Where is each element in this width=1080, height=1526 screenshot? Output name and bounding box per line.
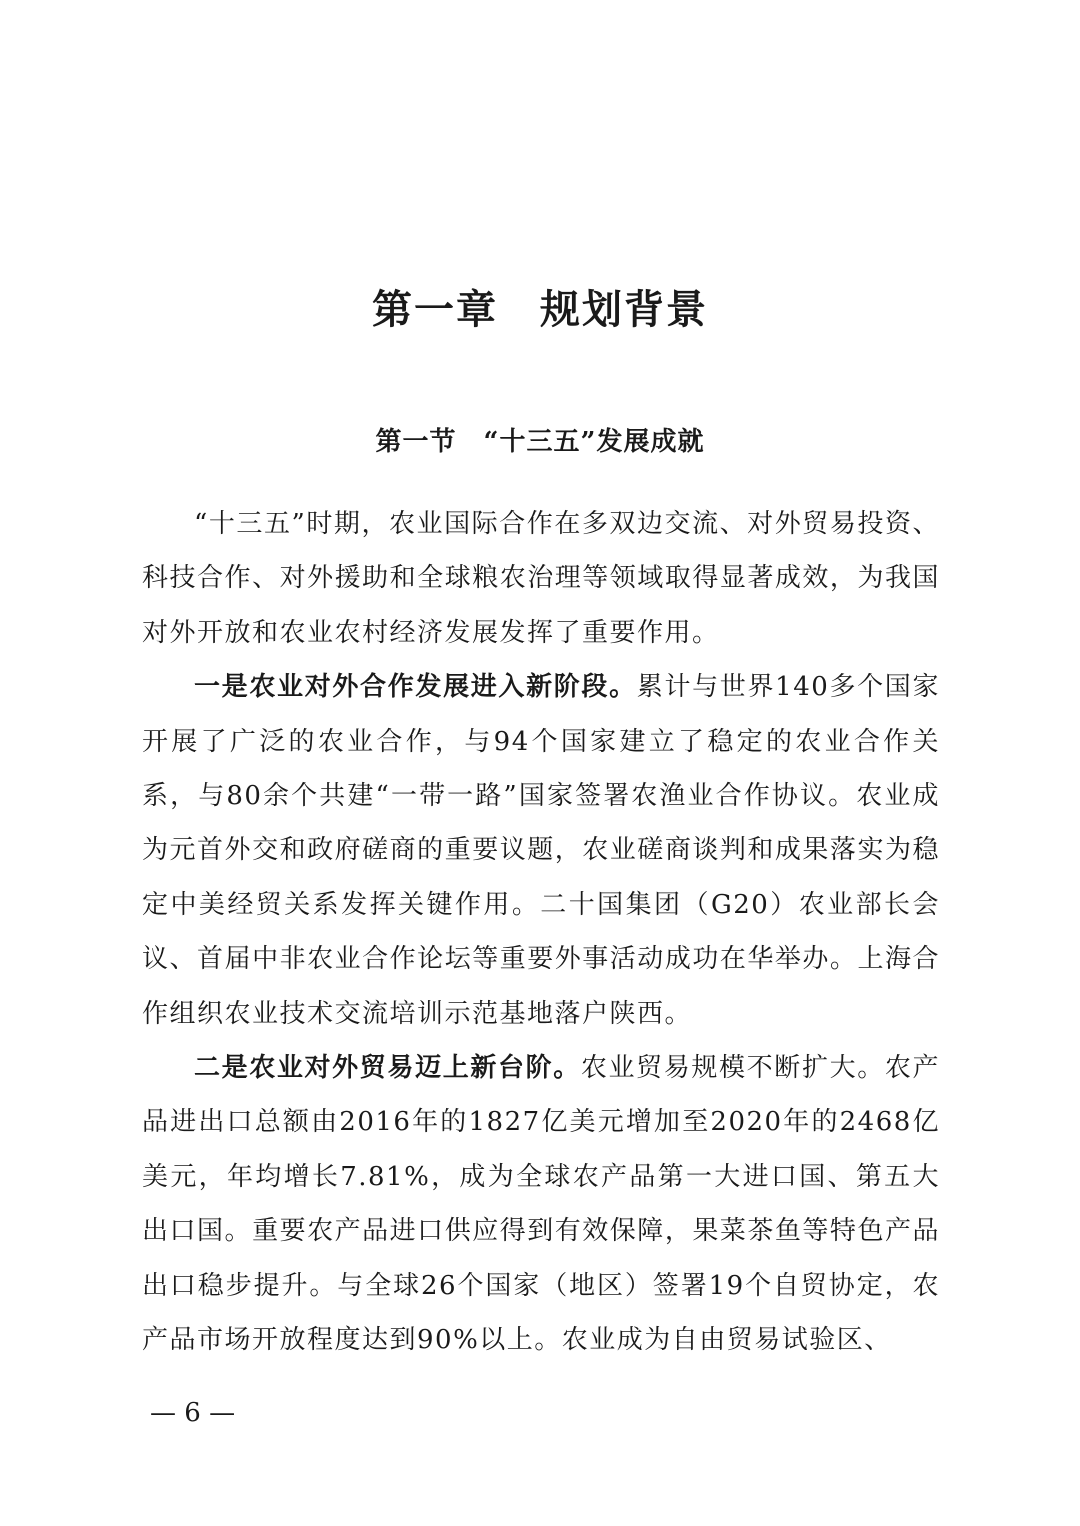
section-title: 第一节 “十三五”发展成就	[375, 427, 705, 457]
paragraph-trade-lead: 二是农业对外贸易迈上新台阶。	[194, 1053, 581, 1084]
page-number: — 6 —	[150, 1398, 236, 1428]
paragraph-intro-text: “十三五”时期，农业国际合作在多双边交流、对外贸易投资、科技合作、对外援助和全球粮农治理等领域取得显著成效，为我国对外开放和农业农村经济发展发挥了重要作用。	[142, 509, 940, 648]
chapter-title: 第一章 规划背景	[372, 286, 708, 333]
paragraph-cooperation	[142, 660, 940, 1041]
paragraph-cooperation-lead: 一是农业对外合作发展进入新阶段。	[194, 672, 637, 703]
paragraph-intro	[142, 497, 940, 660]
paragraph-trade-text: 农业贸易规模不断扩大。农产品进出口总额由2016年的1827亿美元增加至2020年的2468亿美元，年均增长7.81%，成为全球农产品第一大进口国、第五大出口国。重要农产品进口供应得到有效保障，果菜茶鱼等特色产品出口稳步提升。与全球26个国家（地区）签署19个自贸协定，农产品市场开放程度达到90%以上。农业成为自由贸易试验区、	[142, 1053, 940, 1356]
body-text	[142, 497, 940, 1368]
paragraph-trade	[142, 1041, 940, 1367]
paragraph-cooperation-text: 累计与世界140多个国家开展了广泛的农业合作，与94个国家建立了稳定的农业合作关系，与80余个共建“一带一路”国家签署农渔业合作协议。农业成为元首外交和政府磋商的重要议题，农业磋商谈判和成果落实为稳定中美经贸关系发挥关键作用。二十国集团（G20）农业部长会议、首届中非农业合作论坛等重要外事活动成功在华举办。上海合作组织农业技术交流培训示范基地落户陕西。	[142, 672, 940, 1029]
